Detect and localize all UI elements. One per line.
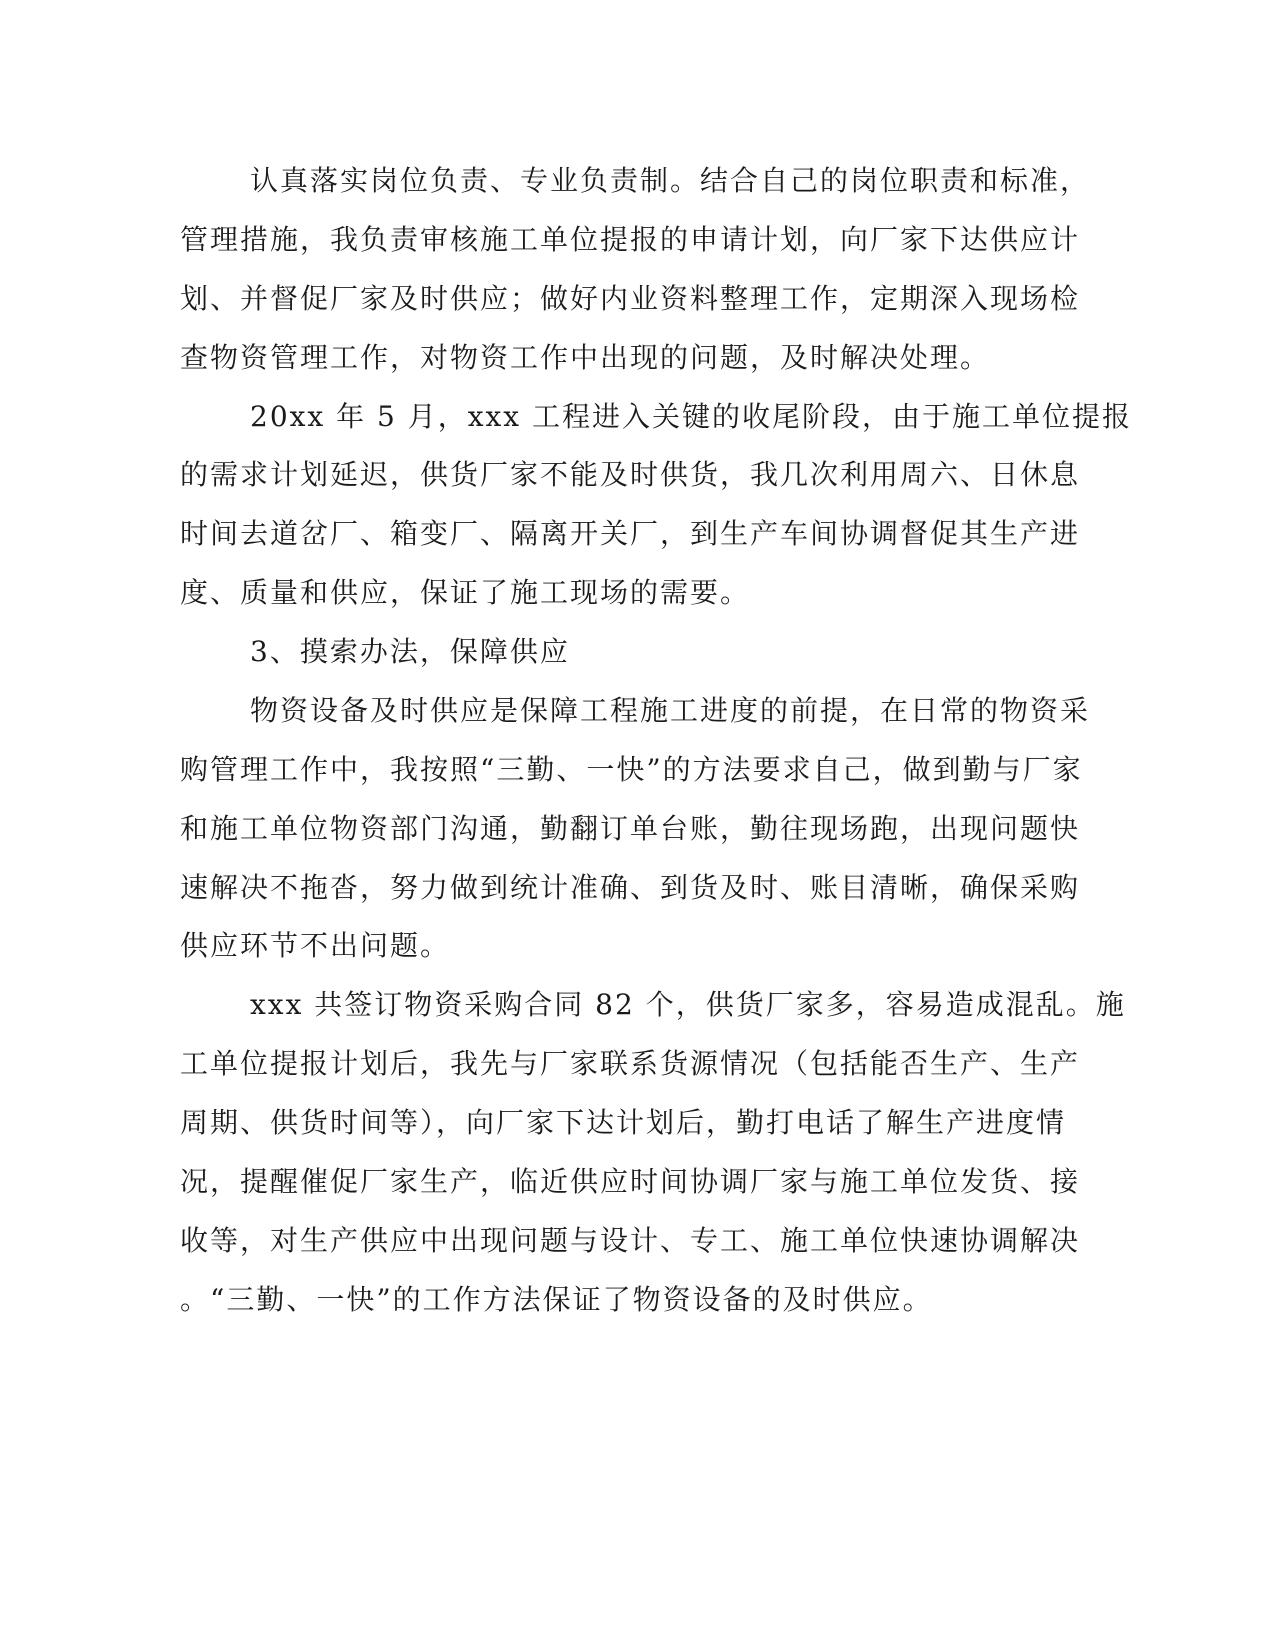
paragraph-4-line-3: 和施工单位物资部门沟通，勤翻订单台账，勤往现场跑，出现问题快 (180, 812, 1081, 845)
paragraph-1-line-4: 查物资管理工作，对物资工作中出现的问题，及时解决处理。 (180, 341, 991, 374)
paragraph-4-line-4: 速解决不拖沓，努力做到统计准确、到货及时、账目清晰，确保采购 (180, 871, 1081, 904)
paragraph-5-line-3: 周期、供货时间等），向厂家下达计划后，勤打电话了解生产进度情 (180, 1106, 1067, 1139)
paragraph-4-line-1: 物资设备及时供应是保障工程施工进度的前提，在日常的物资采 (250, 694, 1091, 727)
paragraph-1-line-2: 管理措施，我负责审核施工单位提报的申请计划，向厂家下达供应计 (180, 223, 1081, 256)
paragraph-1-line-3: 划、并督促厂家及时供应；做好内业资料整理工作，定期深入现场检 (180, 282, 1081, 315)
paragraph-5-line-1: xxx 共签订物资采购合同 82 个，供货厂家多，容易造成混乱。施 (250, 988, 1126, 1021)
paragraph-2-line-1: 20xx 年 5 月，xxx 工程进入关键的收尾阶段，由于施工单位提报 (250, 400, 1133, 433)
paragraph-1-line-1: 认真落实岗位负责、专业负责制。结合自己的岗位职责和标准， (250, 164, 1091, 197)
paragraph-5-line-4: 况，提醒催促厂家生产，临近供应时间协调厂家与施工单位发货、接 (180, 1165, 1081, 1198)
paragraph-2-line-3: 时间去道岔厂、箱变厂、隔离开关厂，到生产车间协调督促其生产进 (180, 517, 1081, 550)
paragraph-2-line-4: 度、质量和供应，保证了施工现场的需要。 (180, 576, 751, 609)
paragraph-5-line-2: 工单位提报计划后，我先与厂家联系货源情况（包括能否生产、生产 (180, 1047, 1081, 1080)
paragraph-4-line-2: 购管理工作中，我按照“三勤、一快”的方法要求自己，做到勤与厂家 (180, 753, 1083, 786)
section-heading: 3、摸索办法，保障供应 (250, 635, 570, 668)
paragraph-4-line-5: 供应环节不出问题。 (180, 929, 451, 962)
paragraph-5-line-6: 。“三勤、一快”的工作方法保证了物资设备的及时供应。 (180, 1283, 933, 1316)
paragraph-5-line-5: 收等，对生产供应中出现问题与设计、专工、施工单位快速协调解决 (180, 1224, 1081, 1257)
paragraph-2-line-2: 的需求计划延迟，供货厂家不能及时供货，我几次利用周六、日休息 (180, 458, 1081, 491)
